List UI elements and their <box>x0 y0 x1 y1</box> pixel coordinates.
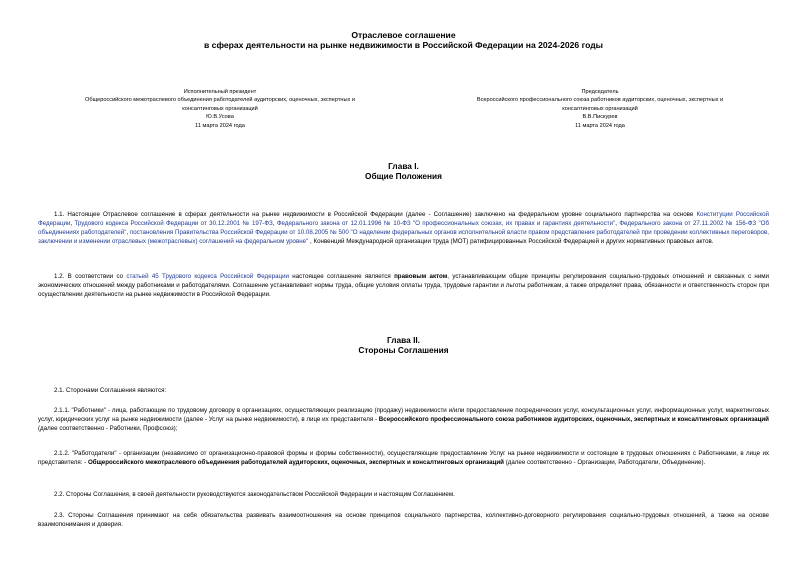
text: , <box>272 219 277 227</box>
text: , <box>70 219 75 227</box>
text: 2.1.2. "Работодатели" - организации (независимо от организационно-правовой формы и формы собственности), осуществляющие предоставление Услуг на рынке недвижимости и состоящие в трудовых отношениях с Работниками, в лице их представителя: - <box>38 450 769 466</box>
link-constitution[interactable]: Конституции Российской Федерации <box>38 211 770 227</box>
chapter-1-title: Общие Положения <box>365 170 442 181</box>
link-labor-code-article-45[interactable]: статьей 45 Трудового кодекса Российской Федерации <box>126 273 289 280</box>
text: , Конвенций Международной организации труда (МОТ) ратифицированных Российской Федерацией и других нормативных правовых актов. <box>308 237 714 245</box>
signatory-left <box>40 88 400 130</box>
signatory-right-position: Председатель <box>581 89 619 95</box>
signatory-left-org: Общероссийского межотраслевого объединения работодателей аудиторских, оценочных, экспертных и <box>85 97 355 104</box>
title-line-2: в сферах деятельности на рынке недвижимости в Российской Федерации на 2024-2026 годы <box>204 40 603 50</box>
text: , <box>126 228 130 236</box>
paragraph-2-1-2 <box>38 450 769 468</box>
text: настоящее соглашение является <box>288 273 395 280</box>
paragraph-2-3: 2.3. Стороны Соглашения принимают на себя обязательства развивать взаимоотношения на основе принципов социального партнерства, коллективно-договорного регулирования социально-трудовых отношений, а также на основе взаимопонимания и доверия. <box>38 512 769 528</box>
bold-text: Всероссийского профессионального союза работников аудиторских, оценочных, экспертных и консалтинговых организаций <box>378 415 769 423</box>
signatory-left-position: Исполнительный президент <box>183 89 257 95</box>
paragraph-2-2: 2.2. Стороны Соглашения, в своей деятельности руководствуются законодательством Российской Федерации и настоящим Соглашением. <box>54 491 455 498</box>
signatory-right-date: 11 марта 2024 года <box>575 122 625 129</box>
link-trade-unions-law[interactable]: Федерального закона от 12.01.1996 № 10-ФЗ "О профессиональных союзах, их правах и гарантиях деятельности" <box>276 219 616 227</box>
bold-text: Общероссийского межотраслевого объединения работодателей аудиторских, оценочных, экспертных и консалтинговых организаций <box>87 458 504 466</box>
signatory-left-date: 11 марта 2024 года <box>195 122 245 129</box>
chapter-1-heading <box>0 162 807 181</box>
signatory-right-org: Всероссийского профессионального союза работников аудиторских, оценочных, экспертных и <box>476 97 724 104</box>
text: , <box>615 219 620 227</box>
chapter-2-title: Стороны Соглашения <box>358 344 449 355</box>
chapter-2-number: Глава II. <box>386 335 420 345</box>
paragraph-1-1 <box>38 211 769 247</box>
paragraph-2-1-1 <box>38 407 769 434</box>
signatory-right-name: В.В.Пискурев <box>582 114 618 121</box>
text: , устанавливающим общие принципы регулирования социально-трудовых отношений и связанных с ними экономических отношений между работниками и работодателями. Соглашение устанавливает нормы труда, общие условия оплаты труда, трудовые гарантии и льготы работникам, а также определяет права, обязанности и ответственность сторон при осуществлении деятельности на рынке недвижимости в Российской Федерации. <box>38 273 769 298</box>
text: (далее соответственно - Работники, Профсоюз); <box>38 424 178 432</box>
bold-text: правовым актом <box>394 273 448 280</box>
link-labor-code[interactable]: Трудового кодекса Российской Федерации от 30.12.2001 № 197-ФЗ <box>74 219 273 227</box>
text: (далее соответственно - Организации, Работодатели, Объединение). <box>503 458 706 466</box>
chapter-1-number: Глава I. <box>388 161 419 171</box>
text: 1.1. Настоящее Отраслевое соглашение в сферах деятельности на рынке недвижимости в Российской Федерации (далее - Соглашение) заключено на федеральном уровне социального партнерства на основе <box>54 211 697 218</box>
text: 1.2. В соответствии со <box>54 273 127 280</box>
signatory-left-name: Ю.В.Усова <box>206 114 234 121</box>
title-line-1: Отраслевое соглашение <box>351 30 456 40</box>
link-government-resolution[interactable]: постановления Правительства Российской Федерации от 10.08.2005 № 500 "О наделении федеральных органов исполнительной власти правом представления работодателей при проведении коллективных переговоров, заключении и изменении отраслевых (межотраслевых) соглашений на федеральном уровне" <box>38 228 769 245</box>
signatory-left-org-2: консалтинговых организаций <box>182 105 258 112</box>
paragraph-1-2 <box>38 273 769 300</box>
signatory-right <box>420 88 780 130</box>
paragraph-2-1: 2.1. Сторонами Соглашения являются: <box>54 387 167 394</box>
signatory-right-org-2: консалтинговых организаций <box>562 105 638 112</box>
document-title <box>0 30 807 50</box>
chapter-2-heading <box>0 336 807 355</box>
link-employers-law[interactable]: Федерального закона от 27.11.2002 № 156-ФЗ "Об объединениях работодателей" <box>38 219 770 236</box>
text: 2.1.1. "Работники" - лица, работающие по трудовому договору в организациях, осуществляющих реализацию (продажу) недвижимости и/или предоставление посреднических услуг, консультационных услуг, информационных услуг, маркетинговых услуг, юридических услуг на рынке недвижимости (далее - Услуг на рынке недвижимости), в лице их представителя - <box>38 407 769 423</box>
